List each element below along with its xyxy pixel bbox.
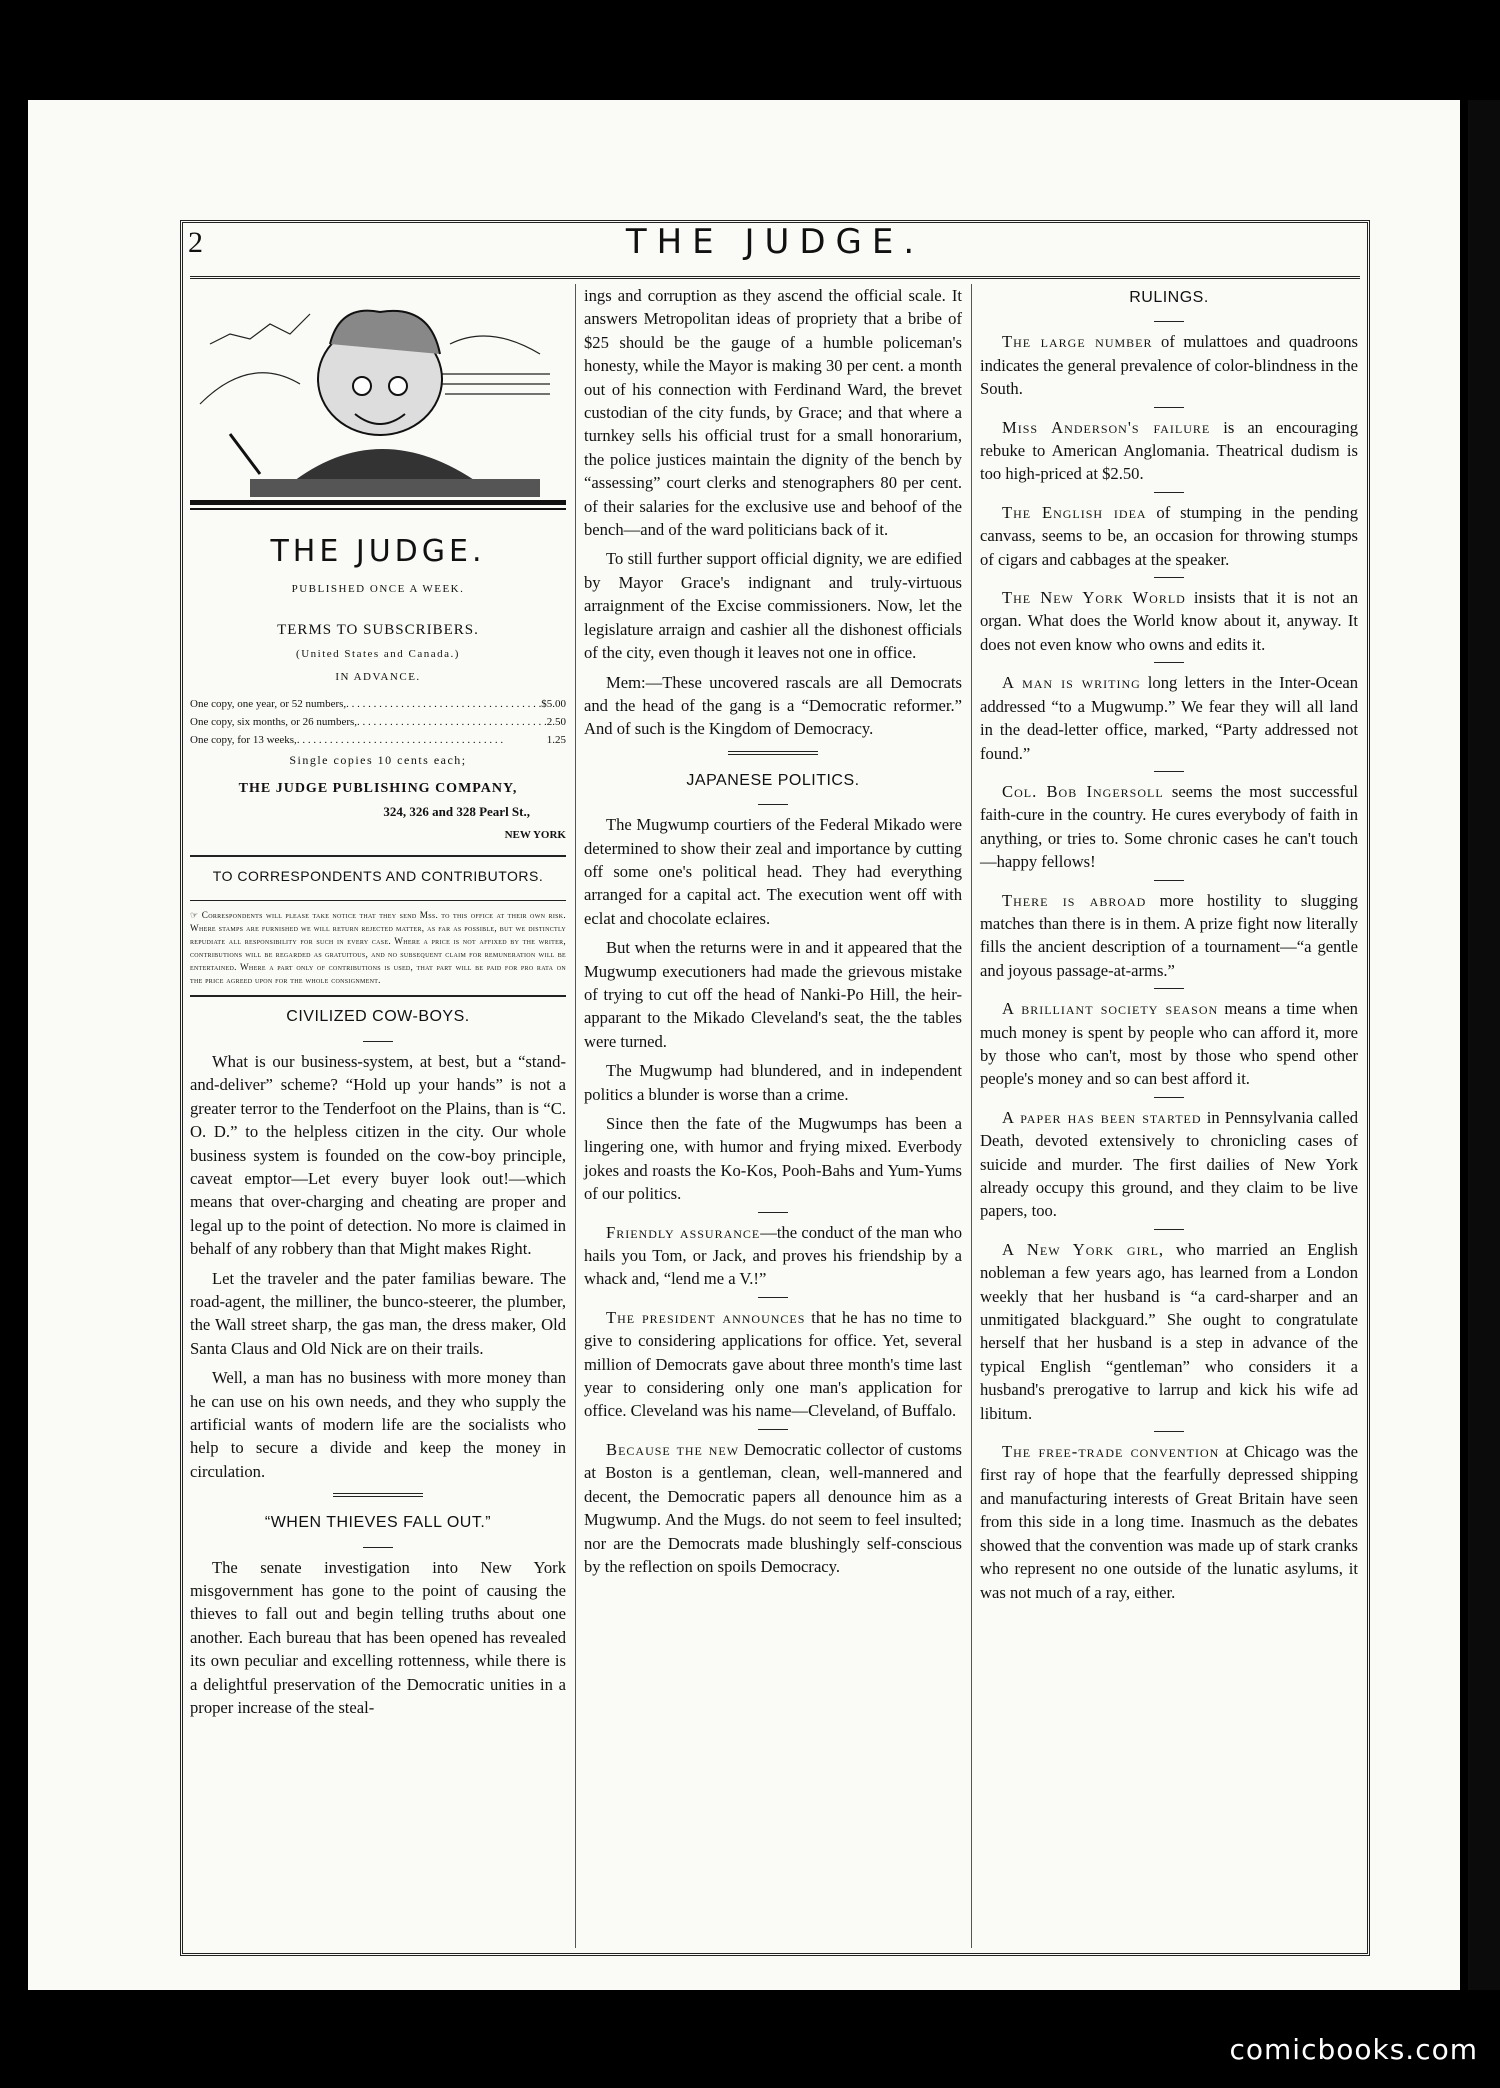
rate-price: 1.25 (546, 734, 566, 747)
divider (1154, 1431, 1184, 1432)
ruling-item (980, 1106, 1358, 1223)
divider (1154, 407, 1184, 408)
divider (190, 900, 566, 901)
running-header (180, 222, 1370, 262)
divider (758, 1297, 788, 1298)
japanese-heading: JAPANESE POLITICS. (686, 771, 860, 789)
article-paragraph: The senate investigation into New York misgovernment has gone to the point of causing the thieves to fall out and begin telling truths about one another. Each bureau that has been opened has revealed its own peculiar and excelling rottenness, while there is a delightful preservation of the Democratic unities in a proper increase of the steal- (190, 1557, 566, 1718)
ruling-item (980, 997, 1358, 1091)
divider (1154, 988, 1184, 989)
column-1 (190, 284, 566, 1725)
rate-row (190, 713, 566, 731)
divider (333, 1493, 423, 1497)
ruling-item (980, 1238, 1358, 1425)
column-2 (584, 284, 962, 1584)
divider (728, 751, 818, 755)
article-paragraph: Well, a man has no business with more money than he can use on his own needs, and they who supply the artificial wants of modern life are the socialists who help to secure a divide and keep the money in circulation. (190, 1368, 566, 1481)
publication-frequency: PUBLISHED ONCE A WEEK. (291, 582, 465, 595)
divider (1154, 880, 1184, 881)
page-number: 2 (188, 226, 203, 259)
rate-price: 2.50 (546, 716, 566, 729)
ruling-lead: There is abroad (1002, 890, 1147, 910)
article-paragraph: To still further support official dignity, we are edified by Mayor Grace's indignant and truly-virtuous arraignment of the Excise commissioners. Now, let the legislature arraign and cashier all the dishonest officials of the city, even though it leaves not one in office. (584, 549, 962, 663)
site-watermark: comicbooks.com (1229, 2033, 1478, 2066)
article-paragraph: ings and corruption as they ascend the official scale. It answers Metropolitan ideas of propriety that a bribe of $25 should be the gauge of a humble policeman's honesty, while the Mayor is making 30 per cent. a month out of his connection with Ferdinand Ward, the brevet custodian of the city funds, by Grace; and that where a turnkey sells his official trust for a small honorarium, the police justices maintain the dignity of the bench by “assessing” court clerks and stenographers 80 per cent. of their salaries for the exclusive use and behoof of the bench—and of the ward politicians back of it. (584, 286, 962, 540)
paragraph-text: Democratic collector of customs at Boston is a gentleman, clean, well-mannered and decent, the Democratic papers all denounce him as a Mugwump. And the Mugs. do not seem to feel insulted; nor are the Democrats made blushingly self-conscious by the reflection on spoils Democracy. (584, 1439, 963, 1576)
ruling-lead: Col. Bob Ingersoll (1002, 781, 1164, 801)
terms-advance: IN ADVANCE. (335, 671, 421, 684)
divider (363, 1041, 393, 1042)
ruling-lead: The free-trade convention (1002, 1442, 1220, 1462)
column-rule-1 (575, 284, 576, 1948)
ruling-text: long letters in the Inter-Ocean addressed “to a Mugwump.” We fear they will all land in the dead-letter office, marked, “Party addressed not found.” (980, 673, 1358, 763)
paragraph-item (584, 1306, 962, 1423)
header-rule (190, 276, 1360, 279)
header-title: THE JUDGE. (625, 222, 925, 262)
ruling-lead: The New York World (1002, 588, 1186, 608)
ruling-lead: A New York girl, (1002, 1239, 1165, 1259)
ruling-text: insists that it is not an organ. What does the World know about it, anyway. It does not even know who owns and edits it. (980, 588, 1358, 654)
rate-label: One copy, for 13 weeks, (190, 734, 297, 747)
divider (758, 1212, 788, 1213)
ruling-text: more hostility to slugging matches than there is in them. A prize fight now literally fills the ancient description of a tournament—“a gentle and joyous passage-at-arms.” (980, 890, 1358, 980)
ruling-item (980, 889, 1358, 983)
paragraph-lead: Friendly assurance (606, 1222, 761, 1242)
paragraph-text: that he has no time to give to considering applications for office. Yet, several million of Democrats gave about three month's time last year to considering only one man's application for office. Cleveland was his name—Cleveland, of Buffalo. (584, 1307, 962, 1421)
single-copies: Single copies 10 cents each; (289, 753, 467, 768)
divider (1154, 662, 1184, 663)
binding-edge (1468, 100, 1500, 1990)
divider (1154, 1097, 1184, 1098)
rate-row (190, 731, 566, 749)
correspondents-heading: TO CORRESPONDENTS AND CONTRIBUTORS. (212, 868, 544, 885)
article-paragraph: But when the returns were in and it appeared that the Mugwump executioners had made the grievous mistake of trying to cut off the head of Nanki-Po Hill, the heir-apparant to the Mikado Cleveland's seat, the the tables were turned. (584, 938, 962, 1051)
ruling-item (980, 671, 1358, 765)
divider (758, 804, 788, 805)
publisher-city: NEW YORK (504, 828, 566, 841)
ruling-lead: A man is writing (1002, 673, 1141, 693)
ruling-item (980, 1440, 1358, 1604)
ruling-item (980, 416, 1358, 486)
divider (1154, 771, 1184, 772)
ruling-text: is an encouraging rebuke to American Anglomania. Theatrical dudism is too high-priced at $2.50. (980, 417, 1358, 484)
ruling-text: of stumping in the pending canvass, seems to be, an occasion for throwing stumps of cigars and cabbages at the speaker. (980, 502, 1358, 569)
divider (1154, 321, 1184, 322)
correspondents-notice: ☞ Correspondents will please take notice that they send Mss. to this office at their own risk. Where stamps are furnished we will return rejected matter, as far as possible, but we distinctly repudiate all responsibility for such in every case. Where a price is not affixed by the writer, contributions will be regarded as gratuitous, and no subsequent claim for remuneration will be entertained. Where a part only of contributions is used, that part will be paid for pro rata on the price agreed upon for the whole consignment. (190, 910, 566, 986)
divider (190, 855, 566, 857)
ruling-text: seems the most successful faith-cure in the country. He cures everybody of faith in anything, or tries to. Some chronic cases he can't touch—happy fellows! (980, 781, 1358, 872)
thieves-heading: “WHEN THIEVES FALL OUT.” (264, 1514, 492, 1532)
rate-price: $5.00 (541, 698, 566, 711)
ruling-text: at Chicago was the first ray of hope that the fearfully depressed shipping and manufacturing interests of Great Britain have seen from this side in a long time. Inasmuch as the debates showed that the convention was made up of stark cranks who represent no one outside of the lunatic asylums, it was not much of a ray, either. (980, 1442, 1358, 1602)
rate-row (190, 695, 566, 713)
divider (1154, 577, 1184, 578)
divider (758, 1429, 788, 1430)
ruling-lead: A paper has been started (1002, 1107, 1202, 1127)
article-paragraph: What is our business-system, at best, but a “stand-and-deliver” scheme? “Hold up your hands” is not a greater terror to the Tenderfoot on the Plains, than is “C. O. D.” to the helpless citizen in the city. Our whole business system is founded on the cow-boy principle, caveat emptor—Let every buyer look out!—which means that over-charging and cheating are proper and legal up to the point of detection. No more is claimed in behalf of any robbery than that Might makes Right. (190, 1051, 566, 1259)
ruling-text: in Pennsylvania called Death, devoted extensively to chronicling cases of suicide and murder. The first dailies of New York already occupy this ground, and they claim to be live papers, too. (980, 1107, 1359, 1221)
ruling-item (980, 780, 1358, 874)
article-paragraph: The Mugwump courtiers of the Federal Mikado were determined to show their zeal and importance by cutting off some one's political head. They had everything arranged for a capital act. The execution went off with eclat and chocolate eclaires. (584, 815, 962, 928)
article-paragraph: The Mugwump had blundered, and in independent politics a blunder is worse than a crime. (584, 1061, 962, 1104)
ruling-lead: Miss Anderson's failure (1002, 417, 1211, 437)
masthead-title: THE JUDGE. (270, 534, 486, 570)
divider (363, 1547, 393, 1548)
ruling-item (980, 330, 1358, 400)
article-paragraph: Mem:—These uncovered rascals are all Democrats and the head of the gang is a “Democratic reformer.” And of such is the Kingdom of Democracy. (584, 672, 962, 739)
article-paragraph: Since then the fate of the Mugwumps has been a lingering one, with humor and frying mixed. Everbody jokes and roasts the Ko-Kos, Pooh-Bahs and Yum-Yums of our politics. (584, 1114, 962, 1204)
paragraph-lead: Because the new (606, 1439, 740, 1459)
article-paragraph: Let the traveler and the pater familias beware. The road-agent, the milliner, the bunco-steerer, the plumber, the Wall street sharp, the gas man, the dress maker, Old Santa Claus and Old Nick are on their trails. (190, 1268, 566, 1358)
ruling-lead: The large number (1002, 332, 1153, 352)
ruling-text: who married an English nobleman a few years ago, has learned from a London weekly that her husband is “a card-sharper and an unmitigated blackguard.” She ought to congratulate herself that her husband is a step in advance of the typical English “gentleman” who considers it a husband's prerogative to larrup and kick his wife ad libitum. (980, 1239, 1358, 1423)
column-rule-2 (971, 284, 972, 1948)
ruling-item (980, 501, 1358, 571)
ruling-lead: The English idea (1002, 502, 1147, 522)
paragraph-text: —the conduct of the man who hails you Tom, or Jack, and proves his friendship by a whack and, “lend me a V.!” (584, 1222, 962, 1289)
rate-label: One copy, one year, or 52 numbers, (190, 698, 347, 711)
ruling-lead: A brilliant society season (1002, 999, 1219, 1019)
column-3 (980, 284, 1358, 1610)
terms-region: (United States and Canada.) (296, 647, 460, 660)
divider (190, 995, 566, 997)
rulings-heading: RULINGS. (1129, 289, 1209, 306)
publisher-name: THE JUDGE PUBLISHING COMPANY, (238, 780, 518, 796)
paragraph-item (584, 1438, 962, 1578)
cowboys-heading: CIVILIZED COW-BOYS. (286, 1008, 470, 1026)
paragraph-lead: The president announces (606, 1307, 806, 1327)
judge-engraving-illustration (190, 284, 566, 514)
ruling-text: means a time when much money is spent by people who can afford it, more by those who can't, most by those who spend other people's money and so can best afford it. (980, 999, 1358, 1089)
ruling-item (980, 586, 1358, 656)
paragraph-item (584, 1221, 962, 1291)
rate-label: One copy, six months, or 26 numbers, (190, 716, 358, 729)
ruling-text: of mulattoes and quadroons indicates the general prevalence of color-blindness in the South. (980, 332, 1358, 399)
divider (1154, 492, 1184, 493)
publisher-address: 324, 326 and 328 Pearl St., (383, 804, 530, 820)
terms-heading: TERMS TO SUBSCRIBERS. (277, 622, 479, 639)
divider (1154, 1229, 1184, 1230)
